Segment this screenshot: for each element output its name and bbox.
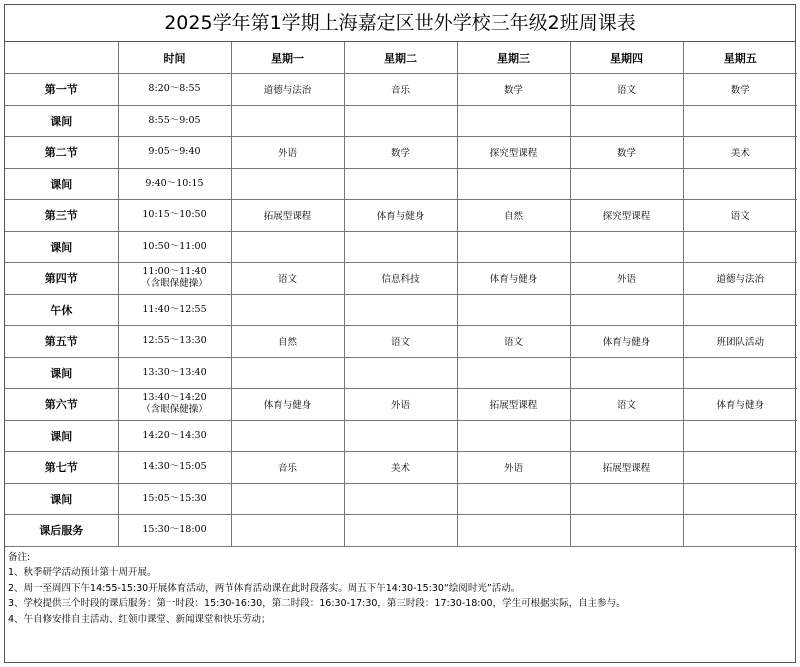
subject-cell: 语文	[344, 326, 457, 358]
time-range: 14:20～14:30	[142, 429, 207, 441]
time-cell	[118, 74, 231, 106]
time-cell	[118, 452, 231, 484]
subject-cell	[570, 357, 683, 389]
subject-cell: 外语	[344, 389, 457, 421]
time-cell	[118, 105, 231, 137]
subject-cell: 语文	[231, 263, 344, 295]
table-row	[5, 420, 797, 452]
header-day: 星期四	[570, 42, 683, 74]
subject-cell: 外语	[457, 452, 570, 484]
notes-section	[5, 547, 795, 628]
time-range: 11:00～11:40	[142, 266, 207, 278]
timetable	[5, 42, 797, 547]
subject-cell	[344, 231, 457, 263]
subject-cell	[570, 483, 683, 515]
time-range: 10:15～10:50	[142, 209, 207, 221]
period-label: 第六节	[5, 389, 118, 421]
table-row	[5, 357, 797, 389]
subject-cell: 信息科技	[344, 263, 457, 295]
table-row	[5, 389, 797, 421]
period-label: 课后服务	[5, 515, 118, 547]
header-time: 时间	[118, 42, 231, 74]
period-label: 课间	[5, 483, 118, 515]
header-row	[5, 42, 797, 74]
subject-cell: 体育与健身	[683, 389, 797, 421]
subject-cell: 体育与健身	[344, 200, 457, 232]
subject-cell: 拓展型课程	[231, 200, 344, 232]
subject-cell	[457, 420, 570, 452]
subject-cell: 道德与法治	[683, 263, 797, 295]
note-line: 2、周一至周四下午14:55-15:30开展体育活动，两节体育活动课在此时段落实。周五下午14:30-15:30“绘阅时光”活动。	[8, 582, 521, 594]
subject-cell	[231, 420, 344, 452]
time-range: 9:40～10:15	[145, 177, 204, 189]
table-row	[5, 515, 797, 547]
header-day: 星期一	[231, 42, 344, 74]
subject-cell: 数学	[683, 74, 797, 106]
subject-cell: 拓展型课程	[570, 452, 683, 484]
table-row	[5, 105, 797, 137]
subject-cell	[457, 231, 570, 263]
subject-cell	[344, 515, 457, 547]
subject-cell	[231, 483, 344, 515]
subject-cell	[457, 105, 570, 137]
subject-cell	[683, 294, 797, 326]
period-label: 第七节	[5, 452, 118, 484]
subject-cell: 拓展型课程	[457, 389, 570, 421]
subject-cell: 语文	[457, 326, 570, 358]
subject-cell: 探究型课程	[457, 137, 570, 169]
subject-cell: 自然	[457, 200, 570, 232]
period-label: 课间	[5, 105, 118, 137]
subject-cell: 外语	[231, 137, 344, 169]
subject-cell	[344, 420, 457, 452]
table-row	[5, 200, 797, 232]
time-range: 15:05～15:30	[142, 492, 207, 504]
time-range: 12:55～13:30	[142, 335, 207, 347]
subject-cell	[231, 231, 344, 263]
subject-cell	[344, 357, 457, 389]
subject-cell	[231, 515, 344, 547]
time-range: 15:30～18:00	[142, 524, 207, 536]
time-range: 13:30～13:40	[142, 366, 207, 378]
time-cell	[118, 389, 231, 421]
time-cell	[118, 483, 231, 515]
table-row	[5, 263, 797, 295]
subject-cell	[231, 168, 344, 200]
subject-cell	[683, 420, 797, 452]
time-cell	[118, 357, 231, 389]
subject-cell	[457, 483, 570, 515]
subject-cell	[231, 294, 344, 326]
header-day: 星期三	[457, 42, 570, 74]
subject-cell	[683, 168, 797, 200]
subject-cell	[231, 357, 344, 389]
subject-cell: 体育与健身	[457, 263, 570, 295]
subject-cell: 体育与健身	[231, 389, 344, 421]
note-line: 1、秋季研学活动预计第十周开展。	[8, 567, 157, 578]
time-cell	[118, 137, 231, 169]
period-label: 课间	[5, 168, 118, 200]
subject-cell	[344, 483, 457, 515]
table-row	[5, 231, 797, 263]
period-label: 第二节	[5, 137, 118, 169]
notes-heading: 备注:	[8, 551, 31, 563]
subject-cell	[683, 357, 797, 389]
time-range: 13:40～14:20	[142, 392, 207, 404]
subject-cell: 道德与法治	[231, 74, 344, 106]
time-range: 10:50～11:00	[142, 240, 207, 252]
subject-cell	[570, 515, 683, 547]
header-day: 星期二	[344, 42, 457, 74]
period-label: 第五节	[5, 326, 118, 358]
period-label: 课间	[5, 357, 118, 389]
time-cell	[118, 263, 231, 295]
table-row	[5, 326, 797, 358]
subject-cell: 数学	[457, 74, 570, 106]
subject-cell	[683, 452, 797, 484]
subject-cell	[344, 105, 457, 137]
period-label: 午休	[5, 294, 118, 326]
time-range: 9:05～9:40	[148, 146, 201, 158]
time-note: （含眼保健操）	[141, 278, 208, 290]
subject-cell	[683, 483, 797, 515]
subject-cell: 班团队活动	[683, 326, 797, 358]
subject-cell: 体育与健身	[570, 326, 683, 358]
page-title: 2025学年第1学期上海嘉定区世外学校三年级2班周课表	[5, 5, 795, 42]
subject-cell	[570, 420, 683, 452]
subject-cell: 语文	[683, 200, 797, 232]
subject-cell	[457, 294, 570, 326]
subject-cell: 音乐	[344, 74, 457, 106]
header-corner	[5, 42, 118, 74]
table-row	[5, 452, 797, 484]
subject-cell: 语文	[570, 389, 683, 421]
subject-cell	[457, 515, 570, 547]
time-cell	[118, 200, 231, 232]
period-label: 第四节	[5, 263, 118, 295]
note-line: 4、午自修安排自主活动、红领巾课堂、新闻课堂和快乐劳动；	[8, 613, 271, 625]
time-cell	[118, 231, 231, 263]
note-line: 3、学校提供三个时段的课后服务：第一时段：15:30-16:30，第二时段：16:30-17:30，第三时段：17:30-18:00，学生可根据实际，自主参与。	[8, 598, 626, 609]
subject-cell: 自然	[231, 326, 344, 358]
subject-cell	[344, 168, 457, 200]
subject-cell	[683, 515, 797, 547]
table-row	[5, 74, 797, 106]
subject-cell: 数学	[344, 137, 457, 169]
subject-cell	[231, 105, 344, 137]
table-row	[5, 483, 797, 515]
subject-cell: 数学	[570, 137, 683, 169]
time-range: 11:40～12:55	[142, 303, 207, 315]
subject-cell	[570, 105, 683, 137]
table-row	[5, 294, 797, 326]
subject-cell	[570, 231, 683, 263]
period-label: 课间	[5, 231, 118, 263]
time-range: 8:20～8:55	[148, 83, 201, 95]
subject-cell: 美术	[683, 137, 797, 169]
subject-cell	[457, 357, 570, 389]
table-row	[5, 137, 797, 169]
subject-cell	[344, 294, 457, 326]
period-label: 课间	[5, 420, 118, 452]
subject-cell	[683, 231, 797, 263]
time-cell	[118, 168, 231, 200]
subject-cell	[570, 168, 683, 200]
subject-cell: 语文	[570, 74, 683, 106]
subject-cell: 探究型课程	[570, 200, 683, 232]
timetable-sheet	[4, 4, 796, 663]
period-label: 第一节	[5, 74, 118, 106]
subject-cell: 美术	[344, 452, 457, 484]
subject-cell	[570, 294, 683, 326]
header-day: 星期五	[683, 42, 797, 74]
subject-cell	[683, 105, 797, 137]
period-label: 第三节	[5, 200, 118, 232]
time-cell	[118, 420, 231, 452]
subject-cell: 音乐	[231, 452, 344, 484]
time-range: 8:55～9:05	[148, 114, 201, 126]
subject-cell: 外语	[570, 263, 683, 295]
time-cell	[118, 515, 231, 547]
time-range: 14:30～15:05	[142, 461, 207, 473]
subject-cell	[457, 168, 570, 200]
time-cell	[118, 294, 231, 326]
time-note: （含眼保健操）	[141, 404, 208, 416]
table-row	[5, 168, 797, 200]
time-cell	[118, 326, 231, 358]
